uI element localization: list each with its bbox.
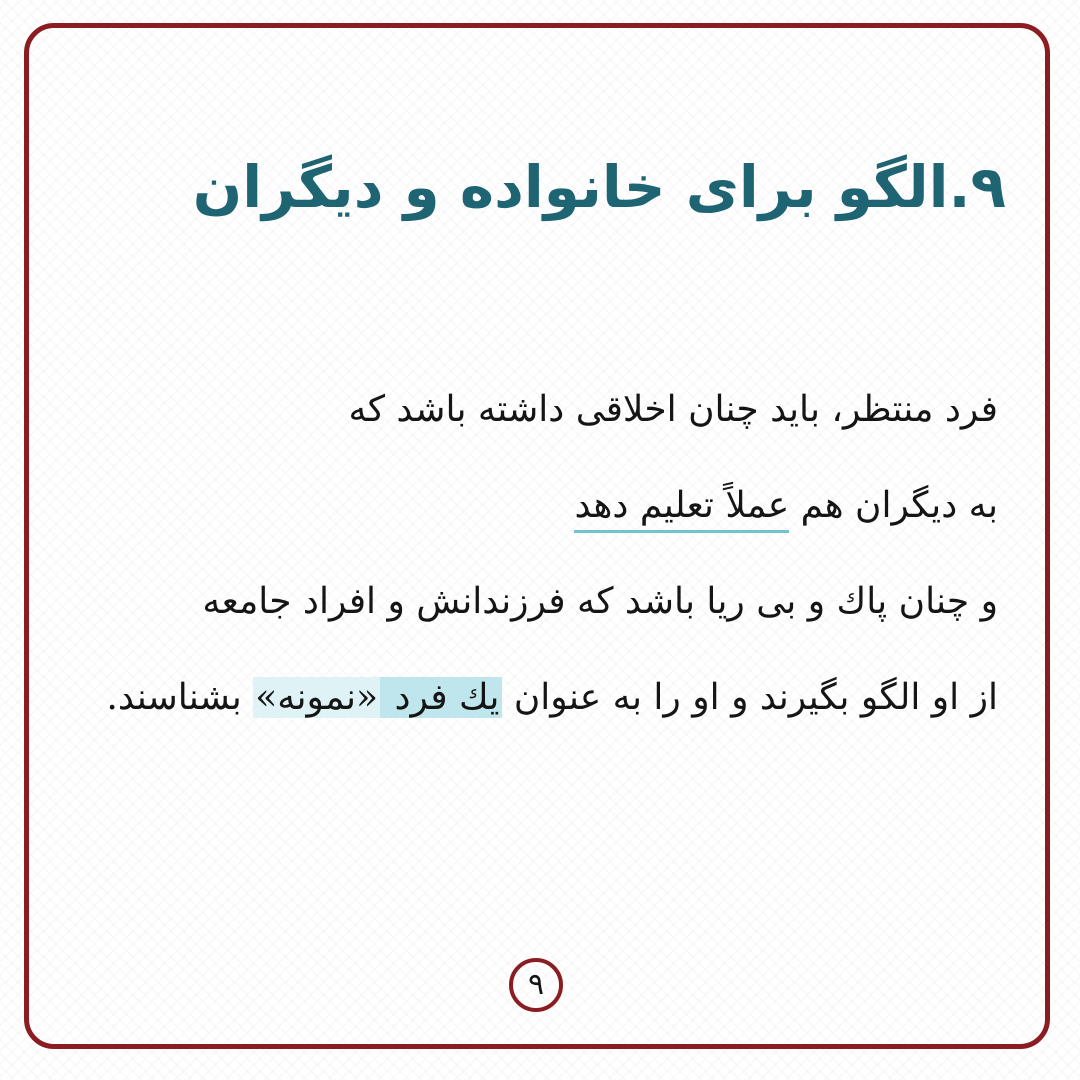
page-number-badge: ۹	[509, 958, 563, 1012]
highlighted-quote: «نمونه»	[255, 677, 379, 718]
body-line-4	[98, 660, 998, 756]
body-line-2-text: به دیگران هم	[789, 485, 998, 526]
body-line-1	[98, 372, 998, 468]
underlined-emphasis: عملاً تعلیم دهد	[574, 485, 789, 533]
body-line-2	[98, 468, 998, 564]
body-line-3-text: و چنان پاك و بی ریا باشد که فرزندانش و افراد جامعه	[202, 581, 998, 622]
body-paragraph	[98, 372, 998, 756]
body-line-3	[98, 564, 998, 660]
body-line-1-text: فرد منتظر، باید چنان اخلاقی داشته باشد که	[348, 389, 998, 430]
highlighted-emphasis: یك فرد	[380, 677, 502, 718]
body-line-4-end: بشناسند.	[106, 677, 254, 718]
page-title: ۹.الگو برای خانواده و دیگران	[192, 153, 1006, 221]
body-line-4-text: از او الگو بگیرند و او را به عنوان	[502, 677, 998, 718]
